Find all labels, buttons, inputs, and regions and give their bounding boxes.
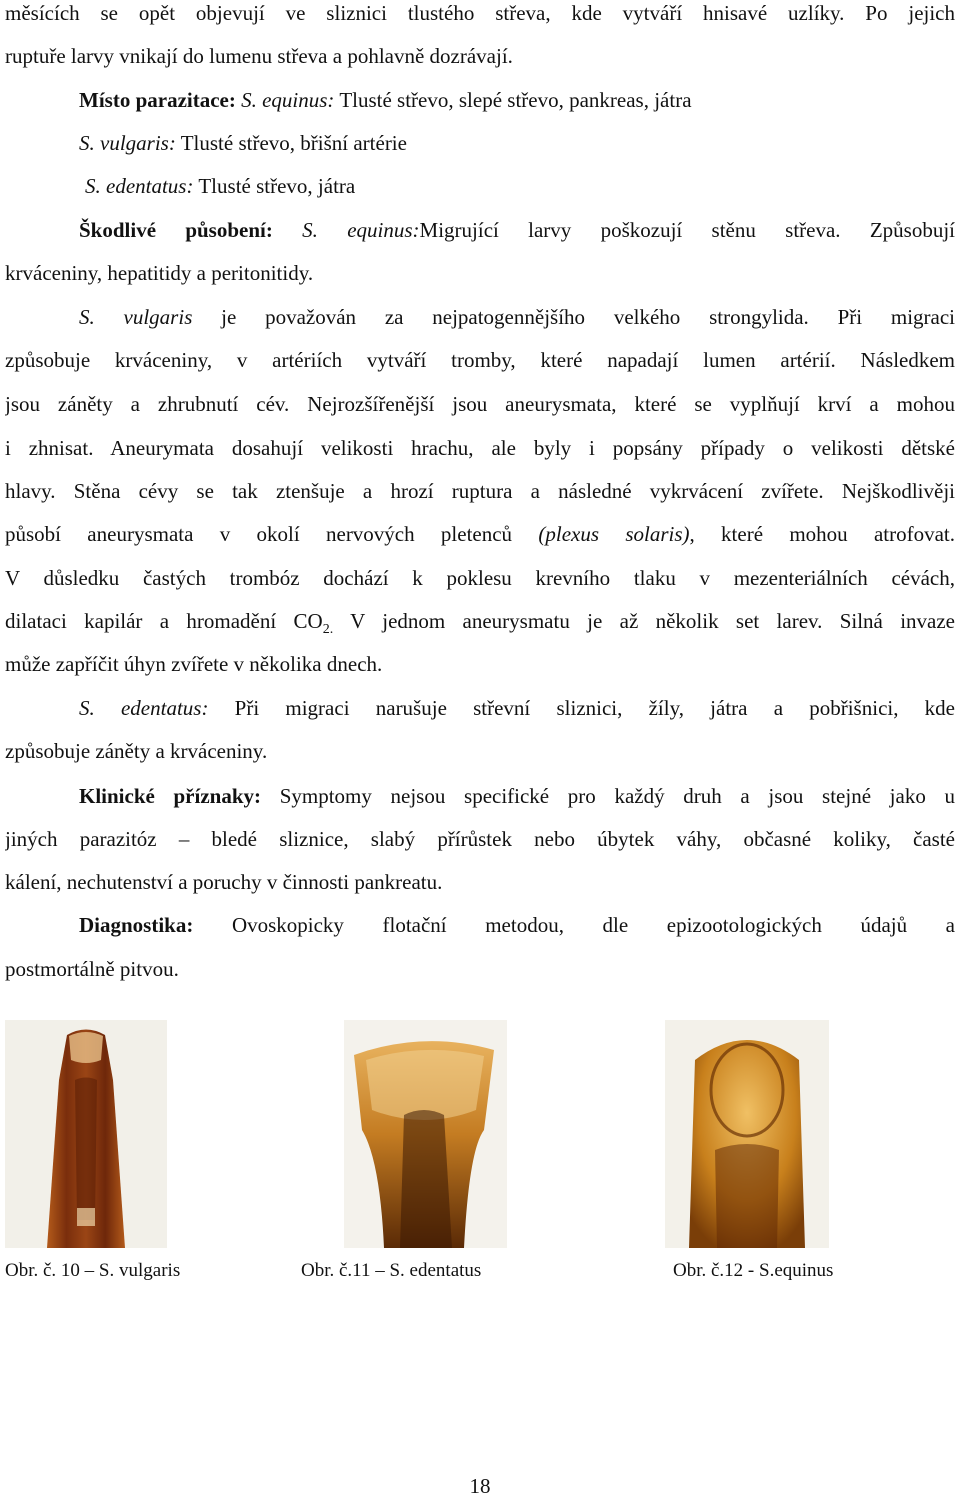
harm-line [79, 217, 955, 243]
subscript: 2. [322, 622, 334, 634]
habitat-line [79, 130, 955, 156]
paragraph-line: ruptuře larvy vnikají do lumenu střeva a pohlavně dozrávají. [5, 44, 513, 68]
paragraph-line: způsobuje záněty a krváceniny. [5, 739, 268, 763]
figure-s-equinus-image [665, 1020, 829, 1248]
species-name: S. equinus: [302, 218, 420, 242]
species-name: S. equinus: [241, 88, 335, 112]
figure-s-edentatus-image [344, 1020, 507, 1248]
figure-caption: Obr. č.12 - S.equinus [673, 1260, 834, 1281]
symptoms-label: Klinické příznaky: [79, 784, 262, 808]
figure-s-vulgaris-image [5, 1020, 167, 1248]
paragraph-line [5, 521, 955, 547]
habitat-line [79, 87, 955, 113]
paragraph-line [5, 608, 955, 634]
page-number: 18 [469, 1474, 491, 1498]
species-name: S. edentatus: [79, 696, 209, 720]
paragraph-line [79, 304, 955, 330]
latin-term: (plexus solaris) [538, 522, 690, 546]
symptoms-text: Symptomy nejsou specifické pro každý druh a jsou stejné jako u [279, 784, 955, 808]
harm-text: Migrující larvy poškozují stěnu střeva. Způsobují [419, 218, 955, 242]
paragraph-text: Při migraci narušuje střevní sliznici, žíly, játra a pobřišnici, kde [234, 696, 955, 720]
paragraph-line: postmortálně pitvou. [5, 957, 179, 981]
paragraph-line: krváceniny, hepatitidy a peritonitidy. [5, 261, 314, 285]
habitat-line [85, 173, 955, 199]
paragraph-line: měsících se opět objevují ve sliznici tlustého střeva, kde vytváří hnisavé uzlíky. Po jejich [5, 1, 955, 25]
species-name: S. edentatus: [85, 174, 194, 198]
paragraph-line: i zhnisat. Aneurymata dosahují velikosti hrachu, ale byly i popsány případy o velikosti dětské [5, 436, 955, 460]
paragraph-text: je považován za nejpatogennějšího velkého strongylida. Při migraci [221, 305, 955, 329]
diagnostics-text: Ovoskopicky flotační metodou, dle epizootologických údajů a [231, 913, 955, 937]
paragraph-line: V důsledku častých trombóz dochází k poklesu krevního tlaku v mezenteriálních cévách, [5, 566, 955, 590]
paragraph-text: dilataci kapilár a hromadění CO [5, 609, 323, 633]
habitat-text: Tlusté střevo, játra [198, 174, 356, 198]
paragraph-text: V jednom aneurysmatu je až několik set larev. Silná invaze [333, 609, 955, 633]
paragraph-line [79, 695, 955, 721]
harm-label: Škodlivé působení: [79, 218, 273, 242]
paragraph-line: kálení, nechutenství a poruchy v činnosti pankreatu. [5, 870, 443, 894]
paragraph-text: , které mohou atrofovat. [689, 522, 955, 546]
figure-caption: Obr. č.11 – S. edentatus [301, 1260, 482, 1281]
habitat-text: Tlusté střevo, slepé střevo, pankreas, játra [339, 88, 692, 112]
paragraph-line: jiných parazitóz – bledé sliznice, slabý přírůstek nebo úbytek váhy, občasné koliky, časté [5, 827, 955, 851]
paragraph-text: působí aneurysmata v okolí nervových pletenců [5, 522, 513, 546]
species-name: S. vulgaris: [79, 131, 176, 155]
paragraph-line: může zapříčit úhyn zvířete v několika dnech. [5, 652, 383, 676]
species-name: S. vulgaris [79, 305, 193, 329]
paragraph-line: hlavy. Stěna cévy se tak ztenšuje a hrozí ruptura a následné vykrvácení zvířete. Nejškodlivěji [5, 479, 955, 503]
diagnostics-line [79, 912, 955, 938]
diagnostics-label: Diagnostika: [79, 913, 194, 937]
paragraph-line: jsou záněty a zhrubnutí cév. Nejrozšířenější jsou aneurysmata, které se vyplňují krví a mohou [5, 392, 955, 416]
figure-caption: Obr. č. 10 – S. vulgaris [5, 1260, 181, 1281]
symptoms-line [79, 783, 955, 809]
habitat-text: Tlusté střevo, břišní artérie [180, 131, 407, 155]
habitat-label: Místo parazitace: [79, 88, 236, 112]
paragraph-line: způsobuje krváceniny, v artériích vytváří tromby, které napadají lumen artérií. Následkem [5, 348, 955, 372]
